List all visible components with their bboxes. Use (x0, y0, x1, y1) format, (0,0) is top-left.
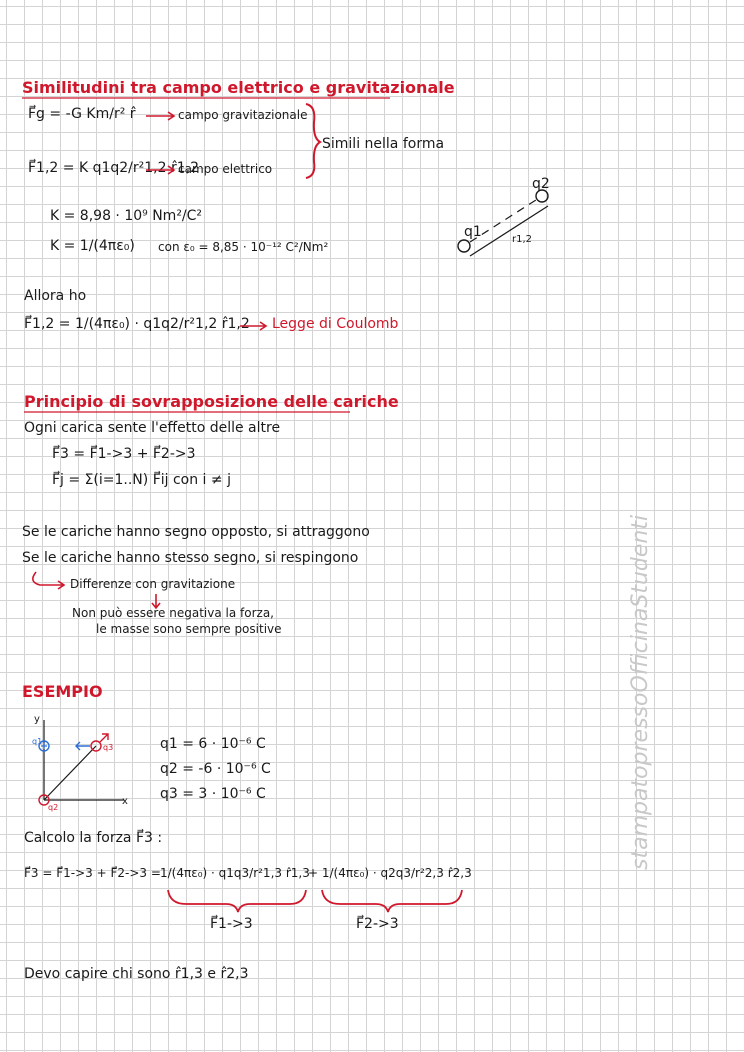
superposition-intro: Ogni carica sente l'effetto delle altre (24, 420, 281, 436)
underbrace-1 (168, 890, 306, 912)
superposition-eq1: F⃗3 = F⃗1->3 + F⃗2->3 (52, 446, 196, 462)
example-title: ESEMPIO (22, 682, 103, 701)
gravity-note: campo gravitazionale (178, 108, 308, 122)
electric-note: campo elettrico (178, 162, 273, 176)
difference-text-1: Non può essere negativa la forza, (72, 606, 274, 620)
section-title-similitudini: Similitudini tra campo elettrico e gravitazionale (22, 78, 455, 97)
charge-q2-circle (536, 190, 548, 202)
calc-term-2: + 1/(4πε₀) · q2q3/r²2,3 r̂2,3 (308, 866, 472, 880)
superposition-eq2: F⃗j = Σ(i=1..N) F⃗ij con i ≠ j (52, 472, 231, 488)
difference-title: Differenze con gravitazione (70, 577, 236, 591)
charge-q1-circle (458, 240, 470, 252)
allora-text: Allora ho (24, 288, 87, 304)
force-arrow-blue (76, 742, 90, 750)
final-line: Devo capire chi sono r̂1,3 e r̂2,3 (24, 966, 249, 982)
rule-same-sign: Se le cariche hanno stesso segno, si respingono (22, 550, 359, 566)
hook-arrow-difference (33, 572, 64, 589)
rule-opposite-sign: Se le cariche hanno segno opposto, si attraggono (22, 524, 370, 540)
calc-term-1: 1/(4πε₀) · q1q3/r²1,3 r̂1,3 (160, 866, 310, 880)
q1-marker-label: q1 (32, 737, 43, 746)
distance-line (470, 206, 548, 256)
force-arrow-red (100, 734, 108, 742)
q3-value: q3 = 3 · 10⁻⁶ C (160, 786, 266, 802)
arrow-electric-note (146, 166, 174, 174)
gravity-formula: F⃗g = -G Km/r² r̂ (28, 106, 136, 122)
q1-value: q1 = 6 · 10⁻⁶ C (160, 736, 266, 752)
diagonal-q2-q3 (44, 746, 96, 800)
section-title-sovrapposizione: Principio di sovrapposizione delle cariche (24, 392, 399, 411)
q3-marker-label: q3 (103, 743, 114, 752)
dashed-connection (470, 200, 536, 242)
axis-x-label: x (122, 796, 128, 807)
coulomb-note: Legge di Coulomb (272, 316, 399, 332)
watermark: stampatopressoOfficinaStudenti (628, 514, 653, 870)
figure-q1-label: q1 (464, 224, 482, 240)
arrow-coulomb (240, 322, 266, 330)
k-value: K = 8,98 · 10⁹ Nm²/C² (50, 208, 203, 224)
epsilon-value: con ε₀ = 8,85 · 10⁻¹² C²/Nm² (158, 240, 329, 254)
calc-lhs: F⃗3 = F⃗1->3 + F⃗2->3 = (24, 866, 161, 880)
underbrace-2 (322, 890, 462, 912)
calc-title: Calcolo la forza F⃗3 : (24, 830, 163, 846)
brace-1-label: F⃗1->3 (210, 916, 253, 932)
q2-marker-label: q2 (48, 803, 59, 812)
difference-text-2: le masse sono sempre positive (96, 622, 282, 636)
q2-value: q2 = -6 · 10⁻⁶ C (160, 761, 271, 777)
k-expression: K = 1/(4πε₀) (50, 238, 135, 254)
axis-y-label: y (34, 714, 40, 725)
figure-q2-label: q2 (532, 176, 550, 192)
figure-r-label: r1,2 (512, 234, 533, 245)
brace-note: Simili nella forma (322, 136, 445, 152)
brace-2-label: F⃗2->3 (356, 916, 399, 932)
down-arrow-negative (152, 594, 160, 608)
electric-formula: F⃗1,2 = K q1q2/r²1,2 r̂1,2 (28, 160, 199, 176)
curly-brace (306, 104, 320, 178)
coulomb-formula: F⃗1,2 = 1/(4πε₀) · q1q2/r²1,2 r̂1,2 (24, 316, 250, 332)
arrow-gravity-note (146, 112, 174, 120)
